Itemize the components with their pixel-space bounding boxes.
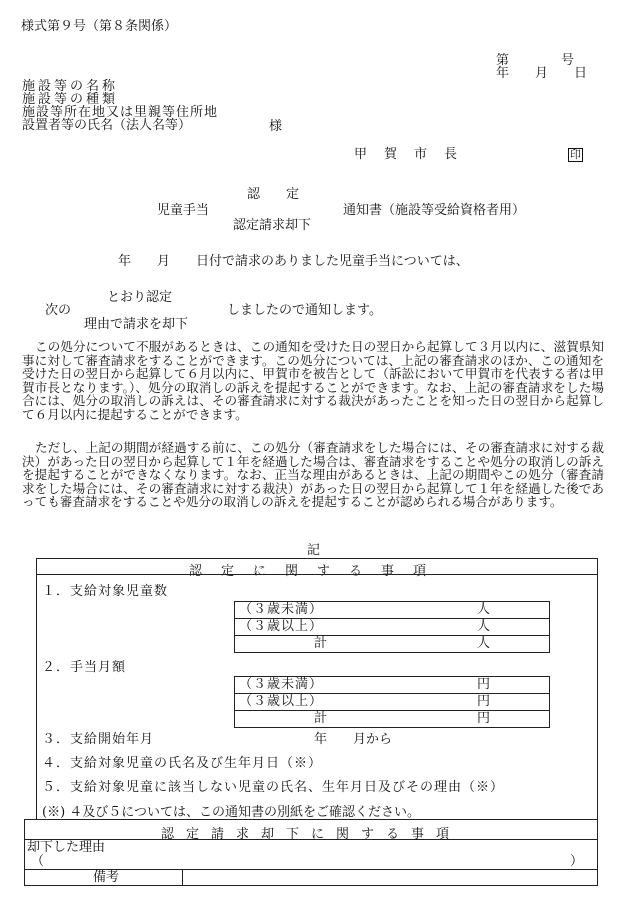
title-kyakka: 認定請求却下 [233, 218, 312, 233]
item-3-label: ３．支給開始年月 [42, 732, 155, 747]
intro-prefix: 次の [45, 303, 72, 318]
rejection-section-header: 認定請求却下に関する事項 [160, 827, 461, 842]
rejection-reason-label: 却下した理由 [27, 840, 106, 855]
issuer-name: 甲 賀 市 長 [354, 147, 460, 162]
child-count-row-unit: 人 [477, 636, 491, 651]
child-count-table [234, 601, 550, 653]
honorific: 様 [269, 119, 283, 134]
facility-address-label: 施設等所在地又は里親等住所地 [22, 105, 219, 120]
item-1-label: １．支給対象児童数 [42, 584, 169, 599]
request-date-line: 年 月 日付で請求のありました児童手当については、 [118, 254, 469, 269]
annex-note: (※) ４及び５については、この通知書の別紙をご確認ください。 [42, 805, 421, 820]
child-count-row-unit: 人 [477, 602, 491, 617]
intro-suffix: しましたので通知します。 [227, 303, 382, 318]
item-2-label: ２．手当月額 [42, 660, 127, 675]
child-count-row-unit: 人 [477, 619, 491, 634]
ki-label: 記 [307, 543, 321, 558]
title-notice: 通知書（施設等受給資格者用） [343, 203, 526, 218]
monthly-amount-table [234, 676, 550, 728]
item-5-label: ５．支給対象児童に該当しない児童の氏名、生年月日及びその理由（※） [42, 780, 505, 795]
option-ninte: とおり認定 [107, 290, 173, 305]
number-label: 第 号 [496, 53, 575, 68]
amount-row-unit: 円 [477, 677, 491, 692]
amount-row-unit: 円 [477, 694, 491, 709]
founder-name-label: 設置者等の氏名（法人名等） [22, 118, 192, 133]
reason-close-paren: ） [570, 854, 584, 869]
title-ninte: 認 定 [247, 187, 300, 202]
appeal-paragraph-1: この処分について不服があるときは、この通知を受けた日の翌日から起算して３月以内に、滋賀県知事に対して審査請求をすることができます。この処分については、上記の審査請求のほか、この通知を受けた日の翌日から起算して６月以内に、甲賀市を被告として（訴訟において甲賀市を代表する者は甲賀市長となります。）、処分の取消しの訴えを提起することができます。なお、上記の審査請求をした場合には、処分の取消しの訴えは、その審査請求に対する裁決があったことを知った日の翌日から起算して６月以内に提起することができます。 [22, 339, 604, 422]
rejection-section [24, 819, 598, 886]
amount-row-name: （３歳未満） [239, 677, 324, 692]
form-id: 様式第９号（第８条関係） [21, 19, 178, 34]
reason-open-paren: （ [31, 854, 45, 869]
date-label: 年 月 日 [496, 66, 588, 81]
appeal-paragraph-2: ただし、上記の期間が経過する前に、この処分（審査請求をした場合には、その審査請求に対する裁決）があった日の翌日から起算して１年を経過した場合は、審査請求をすることや処分の取消しの訴えを提起することができなくなります。なお、正当な理由があるときは、上記の期間やこの処分（審査請求をした場合には、その審査請求に対する裁決）があった日の翌日から起算して１年を経過した後であっても審査請求をすることや処分の取消しの訴えを提起することが認められる場合があります。 [22, 440, 604, 510]
title-allowance: 児童手当 [157, 203, 210, 218]
child-count-total-label: 計 [314, 636, 328, 651]
child-count-row-name: （３歳未満） [239, 602, 324, 617]
amount-row-unit: 円 [477, 711, 491, 726]
approval-section-header: 認定に関する事項 [188, 564, 445, 579]
option-kyakka: 理由で請求を却下 [84, 317, 189, 332]
facility-type-label: 施設等の種類 [22, 92, 119, 107]
remarks-label: 備考 [93, 870, 120, 885]
amount-row-name: （３歳以上） [239, 694, 324, 709]
seal-mark: 印 [570, 148, 581, 161]
approval-section [36, 558, 598, 820]
item-4-label: ４．支給対象児童の氏名及び生年月日（※） [42, 756, 323, 771]
amount-total-label: 計 [314, 711, 328, 726]
child-count-row-name: （３歳以上） [239, 619, 324, 634]
facility-name-label: 施設等の名称 [22, 79, 119, 94]
header-divider [37, 574, 597, 575]
start-month-value: 年 月から [314, 732, 393, 747]
